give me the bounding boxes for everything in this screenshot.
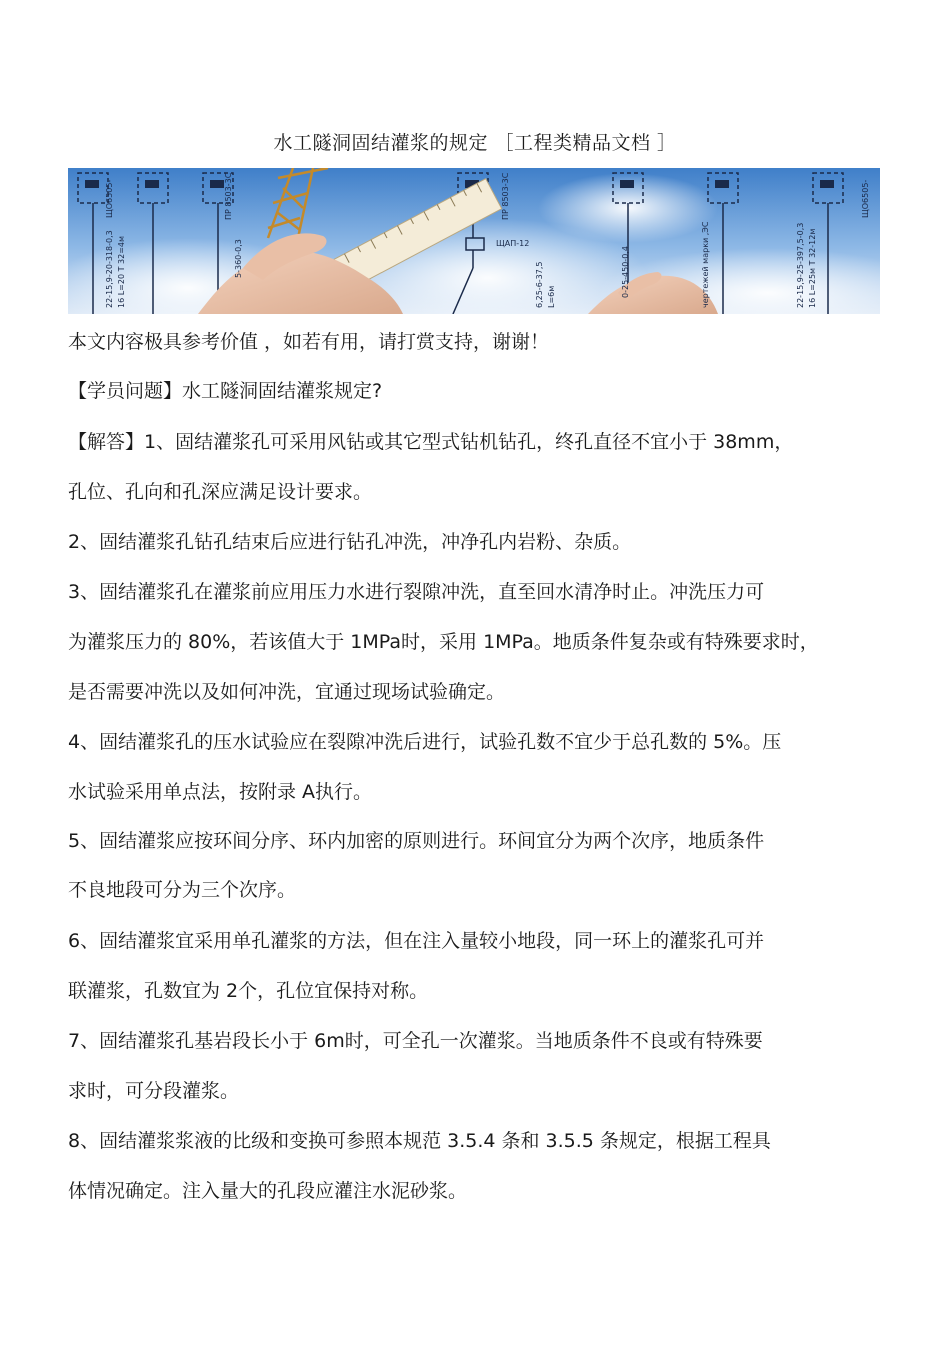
document-title: 水工隧洞固结灌浆的规定 ［工程类精品文档 ］ <box>273 132 677 154</box>
banner-label: L=6м <box>547 285 556 308</box>
banner-label: ЩО6505- <box>105 179 114 218</box>
answer-line: 联灌浆，孔数宜为 2个，孔位宜保持对称。 <box>68 980 429 1002</box>
answer-line: 4、固结灌浆孔的压水试验应在裂隙冲洗后进行，试验孔数不宜少于总孔数的 5%。压 <box>68 731 782 753</box>
answer-line: 3、固结灌浆孔在灌浆前应用压力水进行裂隙冲洗，直至回水清净时止。冲洗压力可 <box>68 581 765 603</box>
answer-line: 8、固结灌浆浆液的比级和变换可参照本规范 3.5.4 条和 3.5.5 条规定，根据工程具 <box>68 1130 771 1152</box>
answer-line: 体情况确定。注入量大的孔段应灌注水泥砂浆。 <box>68 1180 468 1202</box>
answer-line: 7、固结灌浆孔基岩段长小于 6m时，可全孔一次灌浆。当地质条件不良或有特殊要 <box>68 1030 763 1052</box>
banner-label: ПР 8503-3С <box>501 172 510 220</box>
answer-line: 求时，可分段灌浆。 <box>68 1080 240 1102</box>
banner-label: ЩАП-12 <box>496 239 530 248</box>
banner-label: 16 L=20 T 32=4м <box>117 235 126 308</box>
answer-line: 2、固结灌浆孔钻孔结束后应进行钻孔冲洗，冲净孔内岩粉、杂质。 <box>68 531 632 553</box>
banner-label: ПР 8503-3С <box>224 172 233 220</box>
banner-label: 22-15,9-20-318-0,3 <box>105 230 114 308</box>
banner-label: 5-360-0,3 <box>234 239 243 278</box>
answer-line: 5、固结灌浆应按环间分序、环内加密的原则进行。环间宜分为两个次序，地质条件 <box>68 830 765 852</box>
question-line: 【学员问题】水工隧洞固结灌浆规定? <box>68 380 383 402</box>
answer-line: 6、固结灌浆宜采用单孔灌浆的方法，但在注入量较小地段，同一环上的灌浆孔可并 <box>68 930 765 952</box>
banner-label: ЩО6505- <box>861 179 870 218</box>
answer-line: 水试验采用单点法，按附录 A执行。 <box>68 781 373 803</box>
answer-line: 【解答】1、固结灌浆孔可采用风钻或其它型式钻机钻孔，终孔直径不宜小于 38mm， <box>68 431 794 453</box>
banner-label: 22-15,9-25-397,5-0,3 <box>796 222 805 308</box>
intro-line: 本文内容极具参考价值 ，如若有用，请打赏支持，谢谢！ <box>68 331 550 353</box>
banner-label: 0-25-450-0,4 <box>621 246 630 298</box>
answer-line: 是否需要冲洗以及如何冲洗，宜通过现场试验确定。 <box>68 681 506 703</box>
answer-line: 为灌浆压力的 80%，若该值大于 1MPa时，采用 1MPa。地质条件复杂或有特殊要求时， <box>68 631 819 653</box>
banner-label: 16 L=25м T 32-12м <box>808 228 817 308</box>
answer-line: 孔位、孔向和孔深应满足设计要求。 <box>68 481 373 503</box>
banner-label: чертежей марки ,ЭС <box>701 221 710 308</box>
answer-line: 不良地段可分为三个次序。 <box>68 879 297 901</box>
banner-image <box>68 168 880 314</box>
banner-label: 6,25-6-37,5 <box>535 261 544 308</box>
